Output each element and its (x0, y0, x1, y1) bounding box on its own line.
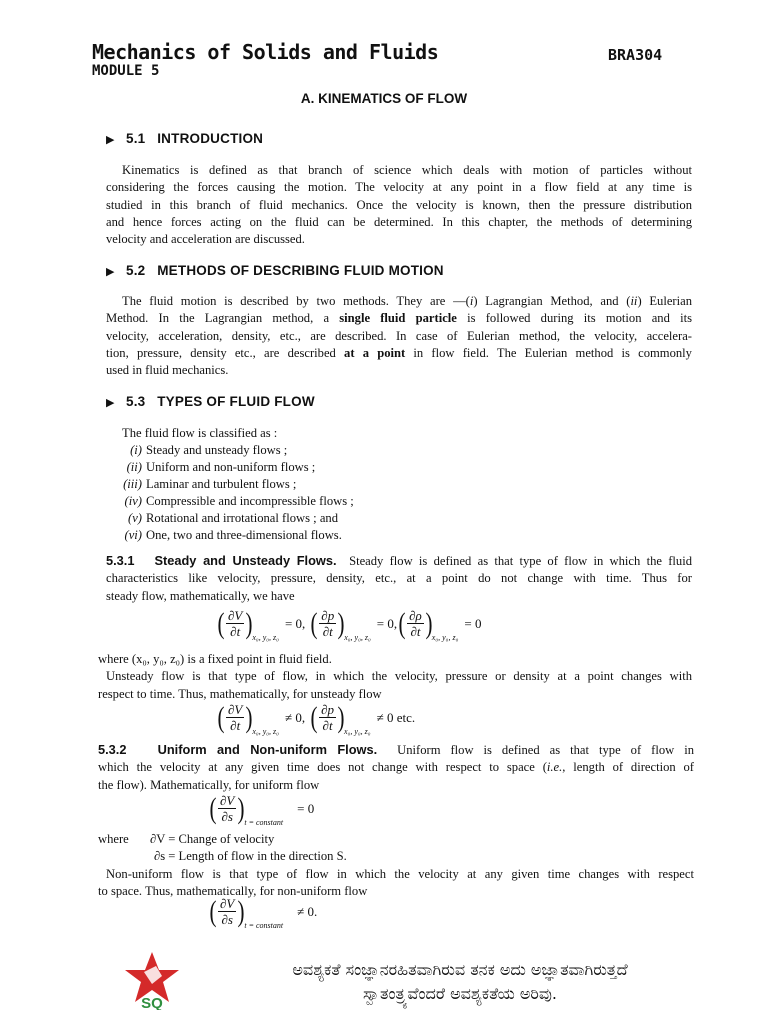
uniform-definitions: where ∂V = Change of velocity ∂s = Length of flow in the direction S. Non-uniform flow is that type of flow in which the velocity at any given time changes with respect to space. Thus, mathematically, for non-uniform flow (98, 832, 694, 898)
uniform-paragraph: 5.3.2 Uniform and Non-uniform Flows. Uniform flow is defined as that type of flow in which the velocity at any given time does not change with respect to space (i.e., length of direction of the flow). Mathematically, for uniform flow (98, 742, 694, 792)
steady-flow-equation: ( $\frac{\partial V}{\partial t}$ )x₀, y₀, z₀= 0, ( $\frac{\partial p}{\partial t}$ )x₀, y₀, z₀= 0,( $\frac{\partial\rho}{\partial t}$ )x₀, y₀, z₀= 0 (217, 606, 482, 643)
subsection-heading-5-3-2: 5.3.2 Uniform and Non-uniform Flows. (98, 742, 378, 757)
unsteady-flow-equation: ( $\frac{\partial V}{\partial t}$ )x₀, y₀, z₀≠ 0, ( $\frac{\partial p}{\partial t}$ )x₀, y₀, z₀≠ 0 etc. (217, 700, 416, 737)
section-heading-5-1: ▶ 5.1 INTRODUCTION (106, 131, 264, 146)
triangle-bullet-icon: ▶ (106, 134, 115, 146)
course-title: Mechanics of Solids and Fluids (92, 40, 439, 64)
flow-types-list: The fluid flow is classified as : (i) Steady and unsteady flows ; (ii) Uniform and non-uniform flows ; (iii) Laminar and turbulent flows ; (iv) Compressible and incompressible flows ; (v) Rotational and irrotational flows ; and (vi) One, two and three-dimensional flows. (106, 425, 354, 544)
list-item: (v) Rotational and irrotational flows ; and (128, 511, 339, 525)
intro-paragraph: Kinematics is defined as that branch of science which deals with motion of particles without considering the forces causing the motion. The velocity at any point in a flow field at any time is studied in this branch of fluid mechanics. Once the velocity is known, then the pressure distribution and hence forces acting on the fluid can be determined. In this chapter, the methods of determining velocity and acceleration are discussed. (106, 163, 692, 247)
list-item: (i) Steady and unsteady flows ; (130, 443, 288, 457)
unsteady-paragraph: where (x₀, y₀, z₀) is a fixed point in fluid field. Unsteady flow is that type of flow, in which the velocity, pressure or density at a point changes with respect to time. Thus, mathematically, for unsteady flow (98, 652, 692, 701)
module-label: MODULE 5 (92, 63, 160, 79)
list-item: (iii) Laminar and turbulent flows ; (123, 477, 297, 491)
triangle-bullet-icon: ▶ (106, 397, 115, 409)
subsection-heading-5-3-1: 5.3.1 Steady and Unsteady Flows. (106, 553, 337, 568)
methods-paragraph: The fluid motion is described by two methods. They are —(i) Lagrangian Method, and (ii) Eulerian Method. In the Lagrangian method, a single fluid particle is followed during its motion and its velocity, acceleration, density, etc., are described. In case of Eulerian method, the velocity, accelera- tion, pressure, density etc., are described at a point in flow field. The Eulerian method is commonly used in fluid mechanics. (106, 294, 692, 378)
list-item: (vi) One, two and three-dimensional flows. (124, 528, 342, 542)
uniform-flow-equation: ( $\frac{\partial V}{\partial s}$ )t = constant= 0 (209, 791, 315, 828)
course-code: BRA304 (608, 46, 663, 64)
list-item: (iv) Compressible and incompressible flows ; (124, 494, 354, 508)
triangle-bullet-icon: ▶ (106, 266, 115, 278)
non-uniform-flow-equation: ( $\frac{\partial V}{\partial s}$ )t = constant≠ 0. (209, 894, 318, 931)
steady-paragraph: 5.3.1 Steady and Unsteady Flows. Steady flow is defined as that type of flow in which the fluid characteristics like velocity, pressure, density, etc., at a point do not change with time. Thus for steady flow, mathematically, we have (106, 553, 692, 603)
section-heading-5-2: ▶ 5.2 METHODS OF DESCRIBING FLUID MOTION (106, 263, 444, 278)
sq-logo-icon (122, 950, 182, 1010)
section-heading-5-3: ▶ 5.3 TYPES OF FLUID FLOW (106, 394, 315, 409)
part-title: A. KINEMATICS OF FLOW (300, 91, 468, 106)
svg-text:SQ: SQ (141, 995, 163, 1010)
list-item: (ii) Uniform and non-uniform flows ; (126, 460, 316, 474)
footer-quote: ಅವಶ್ಯಕತೆ ಸಂಜ್ಞಾನರಹಿತವಾಗಿರುವ ತನಕ ಅದು ಅಜ್ಞಾತವಾಗಿರುತ್ತದೆ ಸ್ವಾತಂತ್ರ್ಯವೆಂದರೆ ಅವಶ್ಯಕತೆಯ ಅರಿವು. (292, 960, 628, 1003)
